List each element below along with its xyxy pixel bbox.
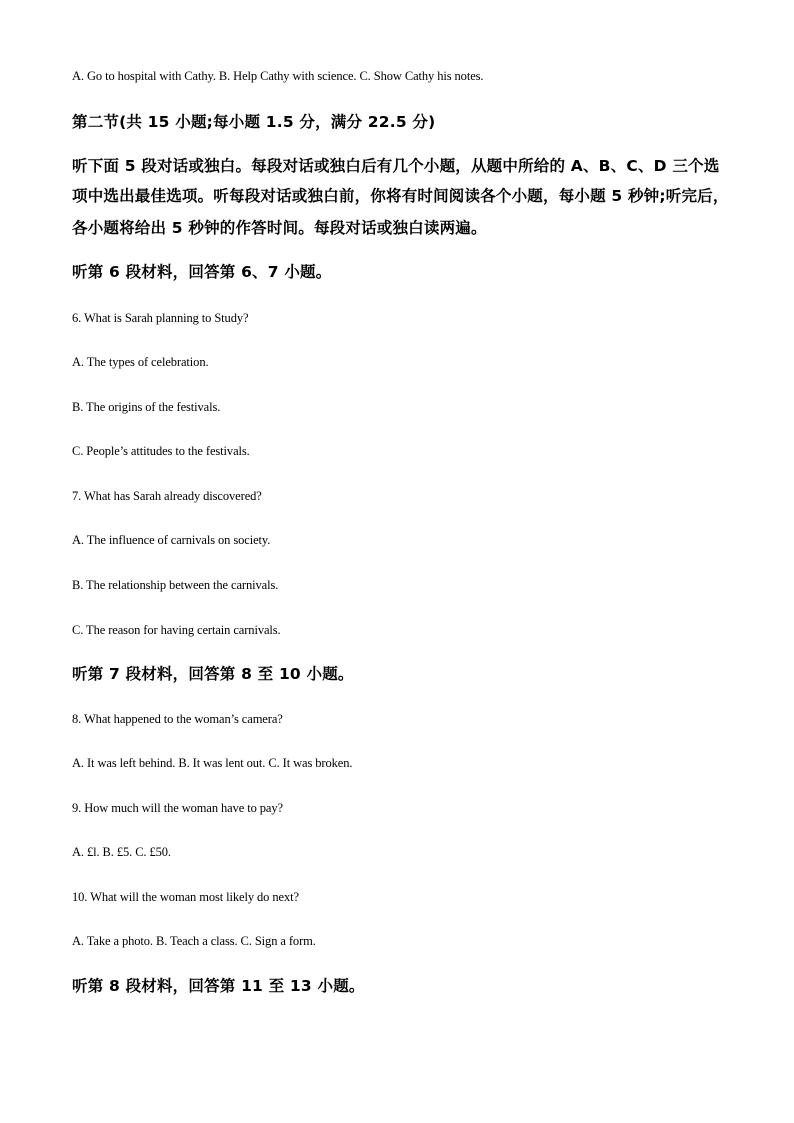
material-6-heading: 听第 6 段材料，回答第 6、7 小题。 (72, 263, 332, 281)
section-2-heading: 第二节(共 15 小题;每小题 1.5 分，满分 22.5 分) (72, 113, 436, 131)
question-7: 7. What has Sarah already discovered? (72, 489, 262, 503)
question-6-option-a: A. The types of celebration. (72, 355, 209, 369)
question-7-option-c: C. The reason for having certain carnivals. (72, 623, 281, 637)
question-9: 9. How much will the woman have to pay? (72, 801, 283, 815)
question-6-option-c: C. People’s attitudes to the festivals. (72, 444, 250, 458)
question-10: 10. What will the woman most likely do next? (72, 890, 299, 904)
material-8-heading: 听第 8 段材料，回答第 11 至 13 小题。 (72, 977, 365, 995)
question-8-options: A. It was left behind. B. It was lent out. C. It was broken. (72, 756, 353, 770)
question-10-options: A. Take a photo. B. Teach a class. C. Sign a form. (72, 934, 316, 948)
question-5-options: A. Go to hospital with Cathy. B. Help Cathy with science. C. Show Cathy his notes. (72, 69, 484, 83)
instructions-line-1: 听下面 5 段对话或独白。每段对话或独白后有几个小题，从题中所给的 A、B、C、D 三个选 (72, 157, 720, 175)
question-6-option-b: B. The origins of the festivals. (72, 400, 221, 414)
instructions-line-2: 项中选出最佳选项。听每段对话或独白前，你将有时间阅读各个小题，每小题 5 秒钟;听完后， (72, 187, 729, 205)
instructions-line-3: 各小题将给出 5 秒钟的作答时间。每段对话或独白读两遍。 (72, 219, 487, 237)
material-7-heading: 听第 7 段材料，回答第 8 至 10 小题。 (72, 665, 354, 683)
question-7-option-b: B. The relationship between the carnivals. (72, 578, 279, 592)
question-8: 8. What happened to the woman’s camera? (72, 712, 283, 726)
question-7-option-a: A. The influence of carnivals on society. (72, 533, 271, 547)
question-6: 6. What is Sarah planning to Study? (72, 311, 249, 325)
question-9-options: A. £l. B. £5. C. £50. (72, 845, 171, 859)
